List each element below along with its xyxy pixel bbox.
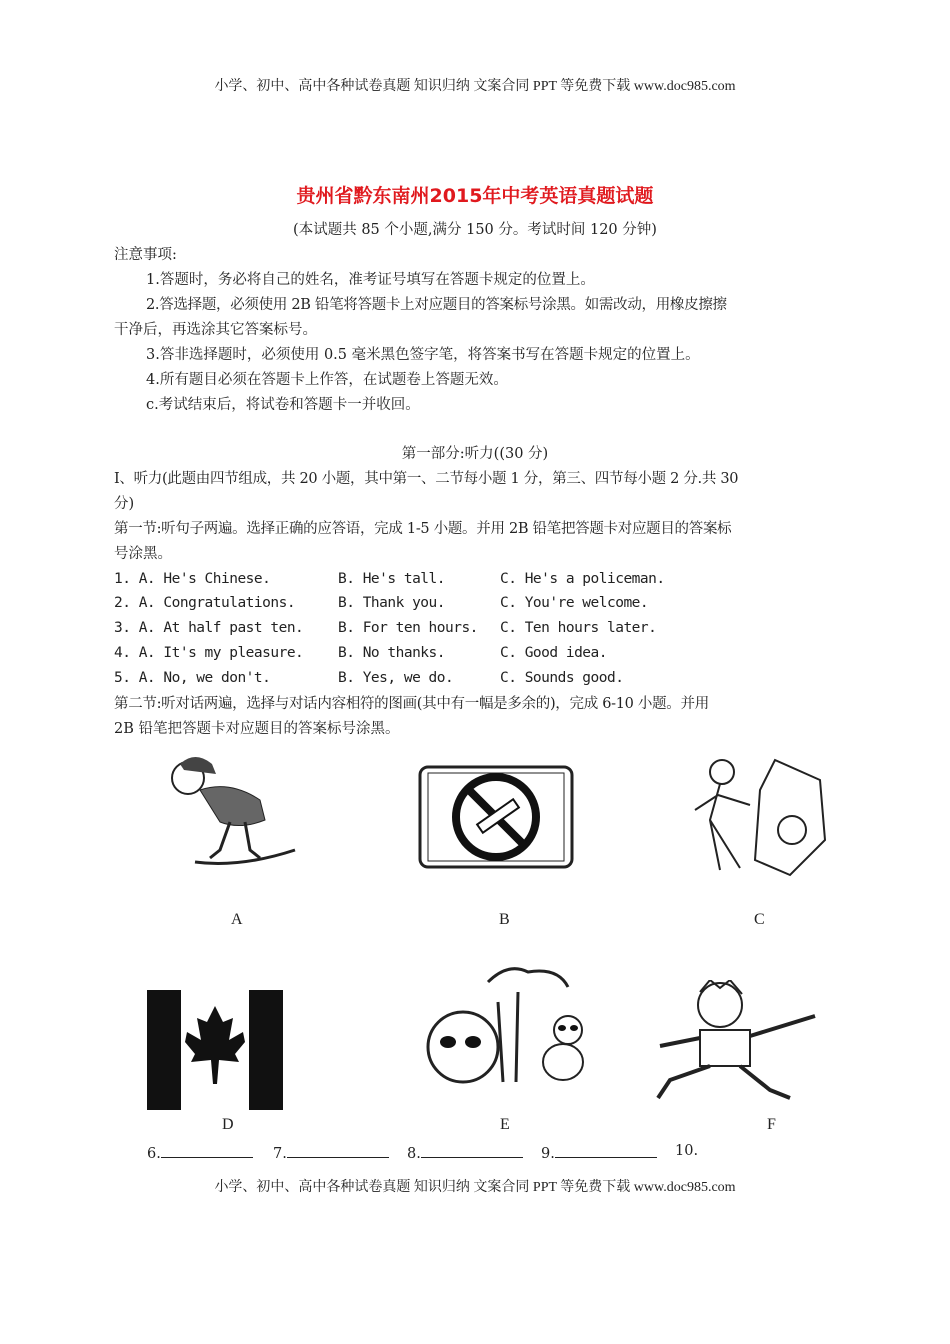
page-footer: 小学、初中、高中各种试卷真题 知识归纳 文案合同 PPT 等免费下载 www.doc985.com bbox=[214, 1180, 736, 1195]
answer-blank-8[interactable] bbox=[407, 1143, 523, 1162]
picture-label-b: B bbox=[499, 911, 510, 928]
option-b: B. Thank you. bbox=[338, 595, 445, 611]
option-a: 2. A. Congratulations. bbox=[114, 595, 296, 611]
skier-icon bbox=[150, 750, 300, 870]
note-2: 2.答选择题，必须使用 2B 铅笔将答题卡上对应题目的答案标号涂黑。如需改动，用橡皮擦擦 bbox=[146, 297, 727, 313]
note-4: 4.所有题目必须在答题卡上作答，在试题卷上答题无效。 bbox=[146, 372, 508, 388]
option-a: 3. A. At half past ten. bbox=[114, 620, 304, 636]
picture-label-d: D bbox=[222, 1116, 234, 1133]
part1-heading: 第一部分:听力((30 分) bbox=[401, 446, 549, 462]
blank-number: 9. bbox=[541, 1146, 555, 1162]
section-intro-cont: 分) bbox=[114, 496, 135, 512]
exam-title: 贵州省黔东南州2015年中考英语真题试题 bbox=[296, 185, 654, 207]
sec2-instructions-cont: 2B 铅笔把答题卡对应题目的答案标号涂黑。 bbox=[114, 721, 400, 737]
option-c: C. Good idea. bbox=[500, 645, 607, 661]
notes-heading: 注意事项: bbox=[114, 247, 177, 263]
boy-kung-fu-icon bbox=[650, 980, 825, 1110]
canada-flag-icon bbox=[145, 988, 285, 1112]
exam-subtitle: (本试题共 85 个小题,满分 150 分。考试时间 120 分钟) bbox=[293, 222, 657, 238]
option-b: B. For ten hours. bbox=[338, 620, 478, 636]
option-c: C. Ten hours later. bbox=[500, 620, 657, 636]
answer-blank-6[interactable] bbox=[147, 1143, 253, 1162]
answer-blank-9[interactable] bbox=[541, 1143, 657, 1162]
page-header: 小学、初中、高中各种试卷真题 知识归纳 文案合同 PPT 等免费下载 www.doc985.com bbox=[214, 79, 736, 94]
blank-number: 6. bbox=[147, 1146, 161, 1162]
option-b: B. Yes, we do. bbox=[338, 670, 454, 686]
blank-number: 7. bbox=[273, 1146, 287, 1162]
option-b: B. He's tall. bbox=[338, 571, 445, 587]
option-a: 5. A. No, we don't. bbox=[114, 670, 271, 686]
picture-label-c: C bbox=[754, 911, 765, 928]
blank-number: 10. bbox=[675, 1143, 699, 1159]
no-smoking-icon bbox=[418, 765, 574, 869]
blank-number: 8. bbox=[407, 1146, 421, 1162]
answer-blank-7[interactable] bbox=[273, 1143, 389, 1162]
note-2-cont: 干净后，再选涂其它答案标号。 bbox=[114, 322, 317, 338]
option-c: C. Sounds good. bbox=[500, 670, 624, 686]
option-b: B. No thanks. bbox=[338, 645, 445, 661]
sec1-instructions-cont: 号涂黑。 bbox=[114, 546, 172, 562]
option-c: C. You're welcome. bbox=[500, 595, 649, 611]
option-c: C. He's a policeman. bbox=[500, 571, 665, 587]
section-intro: I、听力(此题由四节组成，共 20 小题，其中第一、二节每小题 1 分，第三、四节每小题 2 分.共 30 bbox=[114, 471, 739, 487]
option-a: 1. A. He's Chinese. bbox=[114, 571, 271, 587]
sec1-instructions: 第一节:听句子两遍。选择正确的应答语，完成 1-5 小题。并用 2B 铅笔把答题卡对应题目的答案标 bbox=[114, 521, 732, 537]
option-a: 4. A. It's my pleasure. bbox=[114, 645, 304, 661]
note-3: 3.答非选择题时，必须使用 0.5 毫米黑色签字笔，将答案书写在答题卡规定的位置上。 bbox=[146, 347, 700, 363]
note-1: 1.答题时，务必将自己的姓名，准考证号填写在答题卡规定的位置上。 bbox=[146, 272, 595, 288]
picture-label-e: E bbox=[500, 1116, 510, 1133]
answer-blank-10[interactable] bbox=[675, 1143, 698, 1159]
sec2-instructions: 第二节:听对话两遍，选择与对话内容相符的图画(其中有一幅是多余的)，完成 6-10 小题。并用 bbox=[114, 696, 709, 712]
note-5: c.考试结束后，将试卷和答题卡一并收回。 bbox=[146, 397, 420, 413]
picture-label-a: A bbox=[231, 911, 243, 928]
picture-label-f: F bbox=[767, 1116, 776, 1133]
pandas-icon bbox=[418, 962, 588, 1112]
football-player-icon bbox=[680, 750, 830, 880]
